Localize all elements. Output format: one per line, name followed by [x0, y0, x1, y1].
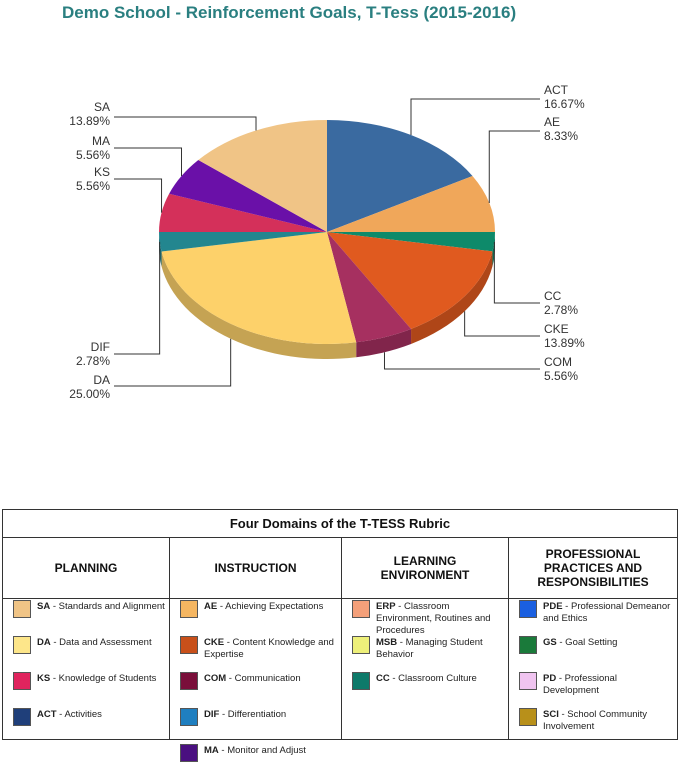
legend-item-com: [180, 673, 337, 690]
legend-swatch-cc: [352, 672, 370, 690]
legend-item-description: - Knowledge of Students: [50, 673, 156, 684]
legend-item-sa: [13, 601, 165, 618]
legend-item-text: [376, 673, 477, 685]
slice-label-cke: CKE: [544, 322, 569, 336]
legend-item-description: - School Community Involvement: [543, 709, 647, 732]
legend-item-gs: [519, 637, 673, 654]
legend-item-code: PDE: [543, 601, 563, 612]
legend-item-description: - Goal Setting: [557, 637, 618, 648]
legend-item-code: DA: [37, 637, 51, 648]
leader-line-da: [114, 339, 231, 386]
legend-item-description: - Communication: [226, 673, 300, 684]
legend-title: Four Domains of the T-TESS Rubric: [3, 510, 677, 538]
legend-item-code: PD: [543, 673, 556, 684]
slice-percent-ae: 8.33%: [544, 129, 578, 143]
legend-item-description: - Data and Assessment: [51, 637, 152, 648]
legend-item-code: MA: [204, 745, 219, 756]
legend-swatch-ma: [180, 744, 198, 762]
column-header-planning: PLANNING: [3, 538, 169, 599]
legend-item-text: [37, 673, 156, 685]
legend-item-sci: [519, 709, 673, 733]
legend-item-code: COM: [204, 673, 226, 684]
legend-column-learning-environment: [342, 538, 509, 739]
slice-label-cc: CC: [544, 289, 562, 303]
legend-item-code: ERP: [376, 601, 396, 612]
legend-item-ks: [13, 673, 165, 690]
legend-item-da: [13, 637, 165, 654]
legend-item-code: SCI: [543, 709, 559, 720]
leader-line-sa: [114, 117, 256, 130]
legend-item-cke: [180, 637, 337, 661]
legend-item-text: [543, 709, 673, 733]
legend-swatch-com: [180, 672, 198, 690]
slice-percent-da: 25.00%: [69, 387, 110, 401]
legend-swatch-gs: [519, 636, 537, 654]
legend-item-description: - Monitor and Adjust: [219, 745, 306, 756]
legend-swatch-erp: [352, 600, 370, 618]
legend-item-ae: [180, 601, 337, 618]
leader-line-com: [384, 352, 540, 369]
slice-percent-sa: 13.89%: [69, 114, 110, 128]
legend-swatch-cke: [180, 636, 198, 654]
column-header-learning-environment: LEARNING ENVIRONMENT: [342, 538, 508, 599]
legend-item-text: [543, 673, 673, 697]
legend-item-text: [37, 709, 102, 721]
slice-label-ae: AE: [544, 115, 560, 129]
legend-swatch-ks: [13, 672, 31, 690]
legend-item-description: - Activities: [57, 709, 102, 720]
legend-item-text: [204, 745, 306, 757]
legend-item-act: [13, 709, 165, 726]
slice-label-ma: MA: [92, 134, 110, 148]
leader-line-ae: [489, 131, 540, 203]
column-header-instruction: INSTRUCTION: [170, 538, 341, 599]
slice-label-ks: KS: [94, 165, 110, 179]
leader-line-ma: [114, 148, 182, 176]
legend-item-code: SA: [37, 601, 50, 612]
slice-percent-dif: 2.78%: [76, 354, 110, 368]
legend-item-code: CKE: [204, 637, 224, 648]
legend-item-dif: [180, 709, 337, 726]
legend-item-text: [204, 673, 301, 685]
legend-item-erp: [352, 601, 504, 637]
legend-item-msb: [352, 637, 504, 661]
leader-line-ks: [114, 179, 162, 213]
slice-label-sa: SA: [94, 100, 110, 114]
legend-item-code: CC: [376, 673, 390, 684]
legend-swatch-dif: [180, 708, 198, 726]
legend-item-code: MSB: [376, 637, 397, 648]
leader-line-cke: [465, 311, 540, 336]
slice-percent-com: 5.56%: [544, 369, 578, 383]
legend-table: [2, 509, 678, 740]
slice-label-da: DA: [93, 373, 110, 387]
legend-item-code: KS: [37, 673, 50, 684]
leader-line-cc: [494, 242, 540, 303]
legend-item-description: - Classroom Environment, Routines and Procedures: [376, 601, 491, 636]
legend-swatch-ae: [180, 600, 198, 618]
legend-item-pd: [519, 673, 673, 697]
legend-item-description: - Classroom Culture: [390, 673, 477, 684]
legend-item-ma: [180, 745, 337, 762]
legend-item-text: [37, 601, 165, 613]
pie-slice-da: [162, 232, 357, 344]
legend-item-text: [204, 709, 286, 721]
legend-column-planning: [3, 538, 170, 739]
legend-item-code: ACT: [37, 709, 57, 720]
legend-swatch-pd: [519, 672, 537, 690]
legend-swatch-sa: [13, 600, 31, 618]
legend-column-professional-practices: [509, 538, 677, 739]
slice-label-dif: DIF: [91, 340, 110, 354]
legend-item-text: [204, 601, 323, 613]
column-header-professional-practices: PROFESSIONAL PRACTICES AND RESPONSIBILITIES: [509, 538, 677, 599]
legend-item-description: - Professional Development: [543, 673, 617, 696]
legend-item-text: [37, 637, 152, 649]
legend-item-description: - Content Knowledge and Expertise: [204, 637, 334, 660]
slice-percent-ks: 5.56%: [76, 179, 110, 193]
legend-swatch-act: [13, 708, 31, 726]
slice-percent-ma: 5.56%: [76, 148, 110, 162]
legend-item-text: [543, 637, 617, 649]
legend-item-description: - Standards and Alignment: [50, 601, 165, 612]
legend-swatch-pde: [519, 600, 537, 618]
legend-item-description: - Managing Student Behavior: [376, 637, 483, 660]
legend-swatch-sci: [519, 708, 537, 726]
slice-label-com: COM: [544, 355, 572, 369]
legend-item-pde: [519, 601, 673, 625]
legend-item-description: - Achieving Expectations: [217, 601, 323, 612]
slice-percent-cke: 13.89%: [544, 336, 585, 350]
leader-line-dif: [114, 242, 160, 354]
legend-item-text: [204, 637, 337, 661]
legend-item-code: GS: [543, 637, 557, 648]
slice-percent-act: 16.67%: [544, 97, 585, 111]
pie-slices: [159, 120, 495, 344]
legend-item-text: [376, 601, 504, 637]
slice-percent-cc: 2.78%: [544, 303, 578, 317]
legend-item-description: - Professional Demeanor and Ethics: [543, 601, 670, 624]
leader-line-act: [411, 99, 540, 135]
legend-swatch-msb: [352, 636, 370, 654]
slice-label-act: ACT: [544, 83, 569, 97]
legend-swatch-da: [13, 636, 31, 654]
legend-item-cc: [352, 673, 504, 690]
legend-item-text: [376, 637, 504, 661]
chart-title: Demo School - Reinforcement Goals, T-Tess (2015-2016): [62, 3, 516, 23]
legend-item-code: AE: [204, 601, 217, 612]
legend-item-text: [543, 601, 673, 625]
legend-item-code: DIF: [204, 709, 219, 720]
legend-column-instruction: [170, 538, 342, 739]
legend-item-description: - Differentiation: [219, 709, 286, 720]
